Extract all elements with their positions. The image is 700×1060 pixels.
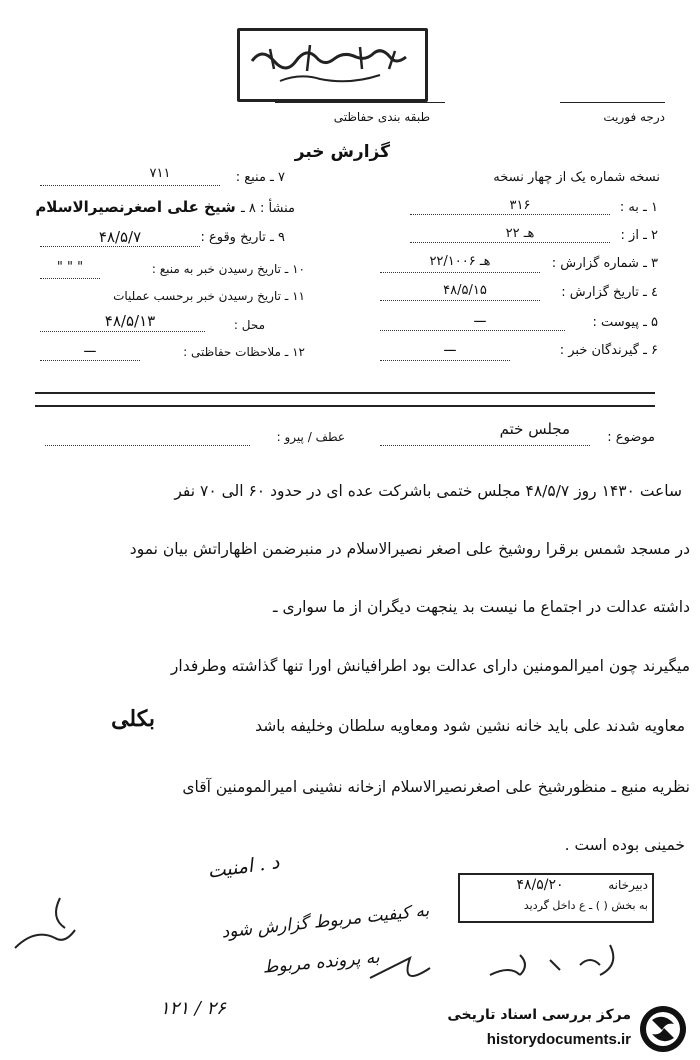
- subject-line: [380, 445, 590, 446]
- security-notes-value: ـــ: [84, 341, 96, 356]
- occurrence-date-line: [40, 246, 200, 247]
- report-number-line: [380, 272, 540, 273]
- field-from-line: [410, 242, 610, 243]
- priority-label: درجه فوریت: [603, 110, 665, 124]
- received-by-source-line: [40, 278, 100, 279]
- body-line-4: میگیرند چون امیرالمومنین دارای عدالت بود اطرافیانش اورا تنها گذاشته وطرفدار: [170, 657, 690, 675]
- source-label: ۷ ـ منبع :: [235, 170, 285, 185]
- field-to-label: ۱ ـ به :: [619, 200, 658, 215]
- origin-label: منشأ : ۸ ـ: [240, 201, 295, 216]
- reference-line: [45, 445, 250, 446]
- field-from-label: ۲ ـ از :: [620, 228, 658, 243]
- archive-logo-icon: [638, 1004, 688, 1054]
- body-line-6: نظریه منبع ـ منظورشیخ علی اصغرنصیرالاسلام ازخانه نشینی امیرالمومنین آقای: [182, 778, 690, 796]
- attachment-label: ۵ ـ پیوست :: [592, 315, 658, 330]
- copy-number-label: نسخه شماره: [589, 170, 660, 185]
- field-to-value: ۳۱۶: [509, 198, 531, 213]
- received-by-source-label: ۱۰ ـ تاریخ رسیدن خبر به منبع :: [151, 262, 305, 276]
- classification-line: [275, 102, 445, 103]
- origin-value: شیخ علی اصغرنصیرالاسلام: [35, 198, 236, 216]
- signature-code: ۱۲۱ / ۲۶: [160, 998, 226, 1019]
- report-number-value: ۲۲/۱۰۰۶ هـ: [429, 254, 491, 269]
- body-line-3: داشته عدالت در اجتماع ما نیست بد ینجهت دیگران از ما سواری ـ: [273, 598, 690, 616]
- footer-website: historydocuments.ir: [486, 1031, 631, 1048]
- separator-line-top: [35, 392, 655, 394]
- handwritten-note-1: د . امنیت: [206, 850, 281, 883]
- handwritten-note-2: به کیفیت مربوط گزارش شود: [220, 900, 431, 943]
- handwritten-note-3: به پرونده مربوط: [261, 947, 381, 978]
- received-operations-row: [40, 289, 305, 303]
- margin-note: بکلی: [111, 706, 155, 732]
- source-value: ۷۱۱: [149, 166, 171, 181]
- subject-value: مجلس ختم: [499, 420, 570, 438]
- body-line-5: معاویه شدند علی باید خانه نشین شود ومعاویه سلطان وخلیفه باشد: [255, 717, 685, 735]
- date-scribble-icon: [460, 935, 660, 1005]
- body-line-7: خمینی بوده است .: [564, 836, 685, 854]
- security-notes-label: ۱۲ ـ ملاحظات حفاظتی :: [183, 345, 305, 359]
- stamp-handwriting-icon: [240, 31, 425, 99]
- report-date-line: [380, 300, 540, 301]
- recipients-line: [380, 360, 510, 361]
- received-by-source-row: [80, 262, 305, 276]
- security-notes-line: [40, 360, 140, 361]
- received-operations-label: ۱۱ ـ تاریخ رسیدن خبر برحسب عملیات: [113, 289, 305, 303]
- copy-number-value: یک از چهار نسخه: [493, 170, 586, 185]
- subject-label: موضوع :: [607, 430, 655, 445]
- reference-label: عطف / پیرو :: [276, 430, 345, 444]
- field-to-line: [410, 214, 610, 215]
- priority-line: [560, 102, 665, 103]
- body-line-1: ساعت ۱۴۳۰ روز ۴۸/۵/۷ مجلس ختمی باشرکت عده ای در حدود ۶۰ الی ۷۰ نفر: [174, 482, 682, 500]
- attachment-value: ـــ: [474, 311, 486, 326]
- report-date-value: ۴۸/۵/۱۵: [443, 283, 487, 298]
- attachment-line: [380, 330, 565, 331]
- report-title: گزارش خبر: [294, 142, 390, 162]
- recipients-label: ۶ ـ گیرندگان خبر :: [559, 343, 658, 358]
- body-line-2: در مسجد شمس برقرا روشیخ علی اصغر نصیرالاسلام در منبرضمن اظهاراتش بیان نمود: [129, 540, 690, 558]
- origin-row: [15, 198, 295, 216]
- secretariat-label: دبیرخانه: [608, 878, 648, 892]
- field-from-value: ۲۲ هـ: [505, 226, 535, 241]
- classification-stamp: [237, 28, 428, 102]
- occurrence-date-label: ۹ ـ تاریخ وقوع :: [200, 230, 285, 245]
- separator-line-bottom: [35, 405, 655, 407]
- location-value: ۴۸/۵/۱۳: [104, 312, 156, 330]
- classification-label: طبقه بندی حفاظتی: [333, 110, 430, 124]
- report-date-label: ٤ ـ تاریخ گزارش :: [561, 285, 658, 300]
- source-line: [40, 185, 220, 186]
- recipients-value: ـــ: [444, 340, 456, 355]
- location-line: [40, 331, 205, 332]
- footer-watermark: [380, 1005, 635, 1057]
- secretariat-stamp: [458, 873, 654, 923]
- footer-org-name: مرکز بررسی اسناد تاریخی: [447, 1007, 631, 1023]
- occurrence-date-value: ۴۸/۵/۷: [98, 228, 142, 246]
- security-notes-row: [140, 345, 305, 359]
- secretariat-date: ۴۸/۵/۲۰: [516, 877, 564, 893]
- secretariat-line2: به بخش ( ) ـ ع داخل گردید: [523, 899, 648, 912]
- received-by-source-value: " " ": [56, 260, 84, 275]
- copy-number-row: [370, 170, 660, 185]
- report-number-label: ۳ ـ شماره گزارش :: [551, 256, 658, 271]
- location-label: محل :: [233, 318, 265, 332]
